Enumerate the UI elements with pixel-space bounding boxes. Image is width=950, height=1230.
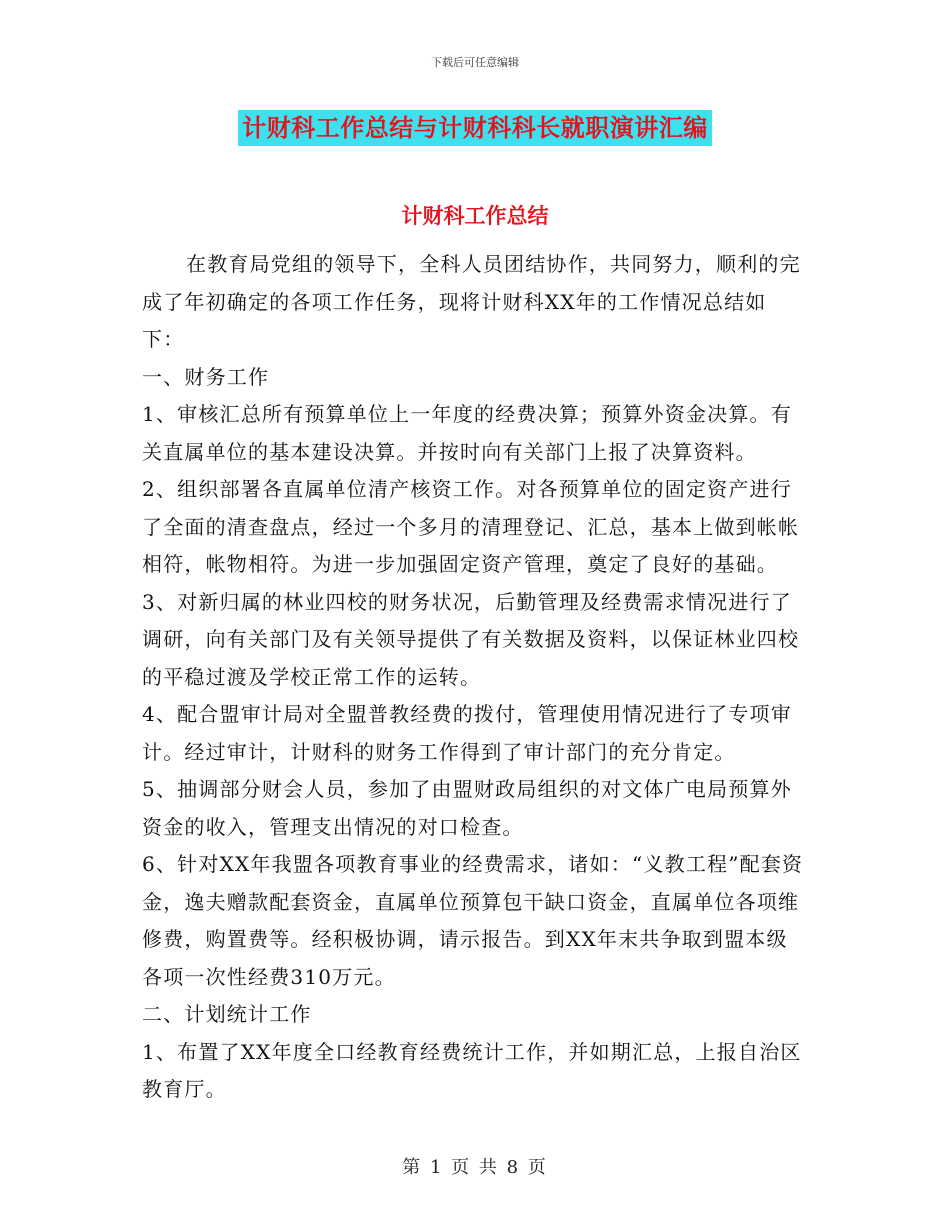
- finance-item-5: 5、抽调部分财会人员，参加了由盟财政局组织的对文体广电局预算外资金的收入，管理支出情况的对口检查。: [142, 777, 792, 839]
- planning-item-1: 1、布置了XX年度全口经教育经费统计工作，并如期汇总，上报自治区教育厅。: [142, 1039, 802, 1101]
- finance-item-4: 4、配合盟审计局对全盟普教经费的拨付，管理使用情况进行了专项审计。经过审计，计财科的财务工作得到了审计部门的充分肯定。: [142, 702, 792, 764]
- finance-item-3: 3、对新归属的林业四校的财务状况，后勤管理及经费需求情况进行了调研，向有关部门及有关领导提供了有关数据及资料，以保证林业四校的平稳过渡及学校正常工作的运转。: [142, 589, 800, 689]
- heading-planning-statistics: 二、计划统计工作: [142, 1002, 312, 1026]
- header-note: 下载后可任意编辑: [431, 56, 519, 69]
- document-title-container: [0, 110, 950, 146]
- finance-item-6: 6、针对XX年我盟各项教育事业的经费需求，诸如：“义教工程”配套资金，逸夫赠款配套资金，直属单位预算包干缺口资金，直属单位各项维修费，购置费等。经积极协调，请示报告。到XX年末共争取到盟本级各项一次性经费310万元。: [142, 852, 804, 989]
- heading-finance-work: 一、财务工作: [142, 364, 270, 389]
- finance-item-1: 1、审核汇总所有预算单位上一年度的经费决算；预算外资金决算。有关直属单位的基本建设决算。并按时向有关部门上报了决算资料。: [142, 402, 792, 464]
- page-number-footer: 第 1 页 共 8 页: [402, 1157, 548, 1178]
- section-title: 计财科工作总结: [401, 204, 549, 228]
- document-title: 计财科工作总结与计财科科长就职演讲汇编: [238, 110, 712, 146]
- document-body: [142, 246, 808, 1109]
- finance-item-2: 2、组织部署各直属单位清产核资工作。对各预算单位的固定资产进行了全面的清查盘点，经过一个多月的清理登记、汇总，基本上做到帐帐相符，帐物相符。为进一步加强固定资产管理，奠定了良好的基础。: [142, 477, 800, 576]
- intro-paragraph: 在教育局党组的领导下，全科人员团结协作，共同努力，顺利的完成了年初确定的各项工作任务，现将计财科XX年的工作情况总结如下：: [142, 252, 801, 351]
